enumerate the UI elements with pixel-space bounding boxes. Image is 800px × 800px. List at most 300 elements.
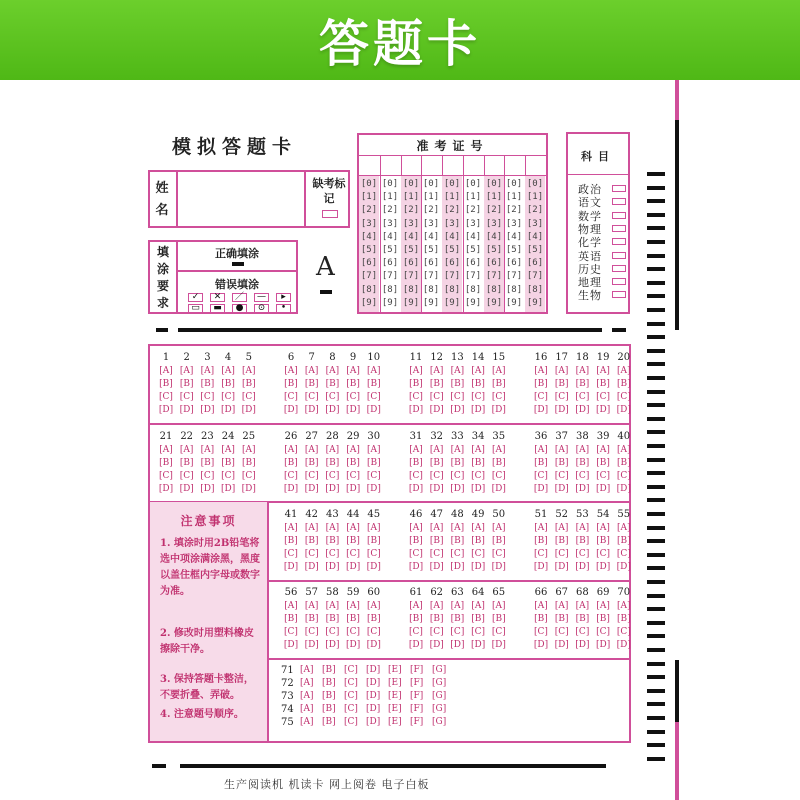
ticket-digit-bubble: [1] bbox=[464, 192, 482, 203]
option-bubble: [A] bbox=[284, 445, 298, 455]
question-number: 1 bbox=[162, 352, 170, 363]
timing-mark bbox=[647, 675, 665, 679]
option-bubble: [A] bbox=[300, 704, 314, 714]
timing-mark bbox=[647, 634, 665, 638]
ticket-digit-bubble: [6] bbox=[505, 258, 523, 269]
question-number: 23 bbox=[201, 431, 214, 442]
option-bubble: [E] bbox=[388, 678, 402, 688]
subject-title: 科目 bbox=[581, 150, 615, 163]
option-bubble: [C] bbox=[409, 392, 423, 402]
question-number: 5 bbox=[245, 352, 252, 363]
timing-mark bbox=[647, 308, 665, 312]
option-bubble: [D] bbox=[283, 484, 299, 494]
ticket-digit-bubble: [9] bbox=[505, 297, 523, 308]
ticket-digit-bubble: [3] bbox=[505, 218, 523, 229]
question-number: 4 bbox=[224, 352, 232, 363]
option-bubble: [C] bbox=[596, 627, 611, 637]
option-bubble: [B] bbox=[534, 379, 548, 389]
option-bubble: [C] bbox=[554, 471, 569, 481]
divider bbox=[568, 174, 628, 175]
option-bubble: [A] bbox=[159, 366, 173, 376]
option-bubble: [C] bbox=[366, 549, 381, 559]
option-bubble: [A] bbox=[492, 366, 506, 376]
notes-panel bbox=[150, 502, 267, 741]
option-bubble: [D] bbox=[616, 562, 631, 572]
option-bubble: [B] bbox=[304, 458, 319, 468]
option-bubble: [C] bbox=[596, 471, 611, 481]
option-bubble: [B] bbox=[575, 536, 590, 546]
option-bubble: [A] bbox=[242, 445, 256, 455]
option-bubble: [D] bbox=[450, 562, 465, 572]
option-bubble: [C] bbox=[554, 627, 569, 637]
question-number: 37 bbox=[555, 431, 569, 442]
wrong-fill-example: ▸ bbox=[276, 293, 291, 302]
option-bubble: [B] bbox=[304, 536, 319, 546]
option-bubble: [C] bbox=[284, 471, 298, 481]
option-bubble: [B] bbox=[596, 458, 610, 468]
option-bubble: [C] bbox=[325, 627, 340, 637]
option-bubble: [D] bbox=[304, 484, 319, 494]
option-bubble: [A] bbox=[346, 445, 360, 455]
timing-mark bbox=[647, 281, 665, 285]
option-bubble: [D] bbox=[575, 484, 590, 494]
option-bubble: [A] bbox=[471, 445, 485, 455]
option-bubble: [D] bbox=[366, 717, 381, 727]
option-bubble: [D] bbox=[616, 405, 631, 415]
ticket-digit-bubble: [8] bbox=[485, 284, 503, 295]
timing-mark bbox=[647, 444, 665, 448]
ticket-digit-bubble: [1] bbox=[485, 192, 503, 203]
ticket-title: 准考证号 bbox=[416, 139, 489, 153]
ticket-digit-bubble: [9] bbox=[360, 297, 378, 308]
option-bubble: [D] bbox=[491, 405, 506, 415]
option-bubble: [D] bbox=[345, 405, 361, 415]
notes-title: 注意事项 bbox=[180, 514, 237, 528]
timing-mark bbox=[647, 498, 665, 502]
option-bubble: [D] bbox=[575, 405, 590, 415]
option-bubble: [A] bbox=[554, 523, 569, 533]
ticket-digit-bubble: [8] bbox=[443, 284, 461, 295]
timing-mark bbox=[647, 662, 665, 666]
option-bubble: [B] bbox=[159, 379, 173, 389]
question-number: 31 bbox=[409, 431, 423, 442]
option-bubble: [D] bbox=[366, 691, 381, 701]
option-bubble: [B] bbox=[241, 458, 256, 468]
ticket-digit-bubble: [9] bbox=[485, 297, 503, 308]
question-number: 8 bbox=[329, 352, 336, 363]
question-number: 54 bbox=[596, 509, 610, 520]
question-number: 75 bbox=[281, 717, 294, 728]
wrong-fill-example: ✕ bbox=[210, 293, 225, 302]
option-bubble: [D] bbox=[408, 640, 424, 650]
question-number: 64 bbox=[471, 587, 485, 598]
ticket-digit-bubble: [1] bbox=[443, 192, 461, 203]
option-bubble: [C] bbox=[200, 392, 215, 402]
ticket-digit-bubble: [9] bbox=[402, 297, 420, 308]
question-number: 74 bbox=[281, 704, 294, 715]
option-bubble: [A] bbox=[325, 366, 340, 376]
question-number: 14 bbox=[471, 352, 485, 363]
option-bubble: [B] bbox=[221, 379, 235, 389]
option-bubble: [B] bbox=[200, 379, 215, 389]
ticket-digit-bubble: [2] bbox=[422, 205, 440, 216]
option-bubble: [B] bbox=[491, 379, 506, 389]
question-number: 45 bbox=[367, 509, 381, 520]
question-number: 15 bbox=[492, 352, 506, 363]
option-bubble: [C] bbox=[366, 471, 381, 481]
note-item: 4. 注意题号顺序。 bbox=[160, 709, 244, 720]
question-number: 60 bbox=[367, 587, 381, 598]
option-bubble: [A] bbox=[284, 366, 298, 376]
option-bubble: [C] bbox=[575, 392, 590, 402]
option-bubble: [C] bbox=[554, 392, 569, 402]
option-bubble: [B] bbox=[159, 458, 173, 468]
option-bubble: [A] bbox=[450, 601, 465, 611]
divider bbox=[304, 172, 306, 226]
option-bubble: [A] bbox=[575, 601, 590, 611]
question-number: 11 bbox=[409, 352, 423, 363]
answer-sheet bbox=[0, 80, 800, 800]
ticket-digit-bubble: [3] bbox=[485, 218, 503, 229]
ticket-digit-bubble: [6] bbox=[464, 258, 482, 269]
option-bubble: [A] bbox=[554, 445, 569, 455]
timing-mark bbox=[647, 362, 665, 366]
option-bubble: [D] bbox=[491, 640, 506, 650]
option-bubble: [D] bbox=[554, 484, 569, 494]
timing-mark bbox=[152, 764, 166, 768]
option-bubble: [F] bbox=[410, 678, 424, 688]
option-bubble: [D] bbox=[408, 562, 424, 572]
wrong-fill-label: 错误填涂 bbox=[215, 278, 259, 291]
option-bubble: [D] bbox=[533, 405, 549, 415]
divider bbox=[150, 423, 629, 425]
option-bubble: [A] bbox=[492, 523, 506, 533]
option-bubble: [C] bbox=[304, 471, 319, 481]
option-bubble: [B] bbox=[346, 614, 360, 624]
question-number: 32 bbox=[430, 431, 444, 442]
question-number: 46 bbox=[409, 509, 423, 520]
question-number: 66 bbox=[534, 587, 548, 598]
option-bubble: [D] bbox=[200, 405, 215, 415]
option-bubble: [A] bbox=[554, 366, 569, 376]
option-bubble: [G] bbox=[432, 717, 447, 727]
ticket-digit-bubble: [7] bbox=[443, 271, 461, 282]
option-bubble: [A] bbox=[367, 523, 381, 533]
option-bubble: [D] bbox=[366, 562, 381, 572]
option-bubble: [C] bbox=[409, 549, 423, 559]
option-bubble: [B] bbox=[450, 379, 465, 389]
divider bbox=[267, 580, 629, 582]
correct-fill-label: 正确填涂 bbox=[215, 247, 259, 260]
option-bubble: [D] bbox=[345, 562, 361, 572]
option-bubble: [B] bbox=[325, 536, 340, 546]
subject-box bbox=[566, 132, 630, 314]
question-number: 59 bbox=[346, 587, 360, 598]
option-bubble: [A] bbox=[284, 523, 298, 533]
option-bubble: [B] bbox=[304, 379, 319, 389]
ticket-digit-bubble: [1] bbox=[422, 192, 440, 203]
subject-mark-box bbox=[612, 252, 626, 259]
option-bubble: [B] bbox=[409, 614, 423, 624]
subject-label: 数学 bbox=[578, 209, 602, 223]
wrong-fill-example: ／ bbox=[232, 293, 247, 302]
edge-mark bbox=[675, 80, 679, 120]
option-bubble: [B] bbox=[471, 536, 485, 546]
subject-label: 语文 bbox=[578, 196, 602, 210]
ticket-digit-bubble: [7] bbox=[422, 271, 440, 282]
question-number: 27 bbox=[305, 431, 319, 442]
question-number: 29 bbox=[346, 431, 360, 442]
question-number: 50 bbox=[492, 509, 506, 520]
option-bubble: [D] bbox=[470, 405, 486, 415]
question-number: 52 bbox=[555, 509, 569, 520]
option-bubble: [C] bbox=[429, 392, 444, 402]
header-rule bbox=[178, 328, 602, 332]
option-bubble: [A] bbox=[575, 445, 590, 455]
ticket-number-box bbox=[357, 133, 548, 314]
option-bubble: [B] bbox=[322, 665, 336, 675]
option-bubble: [C] bbox=[200, 471, 215, 481]
timing-mark bbox=[647, 702, 665, 706]
option-bubble: [B] bbox=[596, 614, 610, 624]
option-bubble: [D] bbox=[595, 562, 611, 572]
option-bubble: [A] bbox=[300, 717, 314, 727]
option-bubble: [C] bbox=[554, 549, 569, 559]
ticket-digit-bubble: [4] bbox=[381, 231, 399, 242]
ticket-digit-bubble: [0] bbox=[526, 179, 544, 189]
subject-label: 历史 bbox=[578, 262, 602, 276]
ticket-digit-bubble: [0] bbox=[443, 179, 461, 189]
ticket-digit-bubble: [7] bbox=[402, 271, 420, 282]
ticket-digit-bubble: [5] bbox=[505, 245, 523, 255]
timing-mark bbox=[647, 648, 665, 652]
timing-mark bbox=[647, 716, 665, 720]
question-number: 34 bbox=[471, 431, 485, 442]
option-bubble: [A] bbox=[367, 601, 381, 611]
ticket-digit-bubble: [2] bbox=[402, 205, 420, 216]
question-number: 55 bbox=[617, 509, 631, 520]
ticket-digit-bubble: [4] bbox=[443, 231, 461, 242]
ticket-digit-bubble: [1] bbox=[505, 192, 523, 203]
subject-label: 英语 bbox=[578, 249, 602, 263]
ticket-digit-bubble: [0] bbox=[381, 179, 399, 189]
timing-mark bbox=[647, 322, 665, 326]
option-bubble: [A] bbox=[596, 366, 610, 376]
option-bubble: [A] bbox=[429, 523, 444, 533]
option-bubble: [B] bbox=[491, 614, 506, 624]
ticket-digit-bubble: [4] bbox=[485, 231, 503, 242]
option-bubble: [B] bbox=[491, 458, 506, 468]
question-number: 7 bbox=[308, 352, 315, 363]
timing-mark bbox=[647, 689, 665, 693]
option-bubble: [B] bbox=[284, 458, 298, 468]
question-number: 16 bbox=[534, 352, 548, 363]
question-number: 68 bbox=[576, 587, 589, 598]
option-bubble: [D] bbox=[450, 484, 465, 494]
ticket-digit-bubble: [5] bbox=[443, 245, 461, 255]
option-bubble: [A] bbox=[409, 523, 423, 533]
option-bubble: [A] bbox=[325, 523, 340, 533]
ticket-digit-bubble: [9] bbox=[381, 297, 399, 308]
ticket-digit-bubble: [5] bbox=[464, 245, 482, 255]
option-bubble: [C] bbox=[346, 627, 361, 637]
option-bubble: [A] bbox=[617, 523, 631, 533]
question-number: 67 bbox=[555, 587, 569, 598]
subject-label: 生物 bbox=[578, 289, 602, 303]
option-bubble: [D] bbox=[491, 484, 506, 494]
option-bubble: [A] bbox=[575, 523, 590, 533]
subject-label: 地理 bbox=[578, 276, 602, 290]
option-bubble: [C] bbox=[409, 627, 423, 637]
option-bubble: [C] bbox=[159, 471, 173, 481]
ticket-digit-bubble: [5] bbox=[381, 245, 399, 255]
option-bubble: [B] bbox=[366, 614, 381, 624]
subject-mark-box bbox=[612, 291, 626, 298]
ticket-digit-bubble: [3] bbox=[402, 218, 420, 229]
question-number: 72 bbox=[281, 678, 294, 689]
question-number: 53 bbox=[576, 509, 589, 520]
ticket-digit-bubble: [1] bbox=[402, 192, 420, 203]
ticket-digit-bubble: [0] bbox=[422, 179, 440, 189]
ticket-digit-bubble: [2] bbox=[505, 205, 523, 216]
ticket-digit-bubble: [6] bbox=[526, 258, 544, 269]
option-bubble: [D] bbox=[283, 405, 299, 415]
option-bubble: [B] bbox=[284, 614, 298, 624]
option-bubble: [C] bbox=[304, 549, 319, 559]
ticket-digit-bubble: [9] bbox=[422, 297, 440, 308]
option-bubble: [C] bbox=[616, 549, 631, 559]
question-number: 47 bbox=[430, 509, 444, 520]
option-bubble: [B] bbox=[409, 458, 423, 468]
option-bubble: [C] bbox=[534, 392, 548, 402]
option-bubble: [C] bbox=[409, 471, 423, 481]
option-bubble: [C] bbox=[450, 549, 465, 559]
option-bubble: [B] bbox=[325, 614, 340, 624]
option-bubble: [A] bbox=[450, 366, 465, 376]
question-number: 26 bbox=[284, 431, 298, 442]
option-bubble: [G] bbox=[432, 665, 447, 675]
correct-fill-example bbox=[232, 262, 244, 266]
ticket-digit-bubble: [3] bbox=[360, 218, 378, 229]
option-bubble: [A] bbox=[304, 523, 319, 533]
version-mark bbox=[320, 290, 332, 294]
timing-mark bbox=[647, 376, 665, 380]
option-bubble: [B] bbox=[284, 536, 298, 546]
option-bubble: [D] bbox=[325, 405, 340, 415]
option-bubble: [D] bbox=[241, 484, 256, 494]
subject-mark-box bbox=[612, 212, 626, 219]
question-number: 17 bbox=[555, 352, 569, 363]
name-box bbox=[148, 170, 350, 228]
question-number: 19 bbox=[596, 352, 610, 363]
ticket-digit-bubble: [3] bbox=[381, 218, 399, 229]
option-bubble: [D] bbox=[575, 640, 590, 650]
question-number: 41 bbox=[284, 509, 298, 520]
option-bubble: [B] bbox=[241, 379, 256, 389]
ticket-digit-bubble: [3] bbox=[443, 218, 461, 229]
option-bubble: [C] bbox=[429, 549, 444, 559]
option-bubble: [C] bbox=[241, 471, 256, 481]
ticket-digit-bubble: [8] bbox=[505, 284, 523, 295]
timing-mark bbox=[647, 566, 665, 570]
banner-title: 答题卡 bbox=[319, 15, 481, 73]
option-bubble: [A] bbox=[346, 601, 360, 611]
option-bubble: [D] bbox=[325, 484, 340, 494]
wrong-fill-example: ▭ bbox=[188, 304, 203, 313]
option-bubble: [A] bbox=[450, 445, 465, 455]
option-bubble: [F] bbox=[410, 665, 424, 675]
question-number: 25 bbox=[242, 431, 256, 442]
option-bubble: [D] bbox=[429, 640, 444, 650]
question-number: 6 bbox=[287, 352, 295, 363]
ticket-digit-bubble: [7] bbox=[505, 271, 523, 282]
question-number: 18 bbox=[576, 352, 589, 363]
option-bubble: [B] bbox=[616, 379, 631, 389]
option-bubble: [C] bbox=[450, 471, 465, 481]
option-bubble: [C] bbox=[344, 717, 358, 727]
question-number: 36 bbox=[534, 431, 548, 442]
option-bubble: [B] bbox=[471, 614, 485, 624]
subject-mark-box bbox=[612, 278, 626, 285]
ticket-digit-bubble: [2] bbox=[360, 205, 378, 216]
option-bubble: [C] bbox=[491, 471, 506, 481]
option-bubble: [C] bbox=[304, 627, 319, 637]
option-bubble: [B] bbox=[596, 536, 610, 546]
timing-mark bbox=[647, 607, 665, 611]
option-bubble: [D] bbox=[304, 405, 319, 415]
question-number: 63 bbox=[451, 587, 464, 598]
question-number: 35 bbox=[492, 431, 506, 442]
option-bubble: [D] bbox=[450, 405, 465, 415]
ticket-digit-bubble: [6] bbox=[402, 258, 420, 269]
option-bubble: [B] bbox=[534, 458, 548, 468]
timing-mark bbox=[647, 254, 665, 258]
option-bubble: [G] bbox=[432, 678, 447, 688]
option-bubble: [D] bbox=[304, 640, 319, 650]
option-bubble: [C] bbox=[534, 471, 548, 481]
answer-area bbox=[148, 344, 631, 743]
wrong-fill-example: — bbox=[254, 293, 269, 302]
timing-mark bbox=[647, 485, 665, 489]
question-number: 56 bbox=[284, 587, 298, 598]
ticket-digit-bubble: [2] bbox=[526, 205, 544, 216]
ticket-digit-bubble: [3] bbox=[526, 218, 544, 229]
ticket-digit-bubble: [4] bbox=[464, 231, 482, 242]
timing-mark bbox=[647, 199, 665, 203]
option-bubble: [D] bbox=[429, 405, 444, 415]
question-number: 22 bbox=[180, 431, 194, 442]
option-bubble: [D] bbox=[470, 640, 486, 650]
subject-label: 化学 bbox=[578, 236, 602, 250]
option-bubble: [C] bbox=[346, 549, 361, 559]
option-bubble: [D] bbox=[179, 405, 194, 415]
timing-mark bbox=[647, 349, 665, 353]
option-bubble: [B] bbox=[616, 458, 631, 468]
ticket-digit-bubble: [3] bbox=[422, 218, 440, 229]
ticket-digit-bubble: [2] bbox=[443, 205, 461, 216]
option-bubble: [D] bbox=[366, 640, 381, 650]
question-number: 49 bbox=[471, 509, 485, 520]
option-bubble: [D] bbox=[429, 484, 444, 494]
question-number: 24 bbox=[221, 431, 235, 442]
option-bubble: [A] bbox=[346, 366, 360, 376]
ticket-digit-bubble: [0] bbox=[485, 179, 503, 189]
option-bubble: [C] bbox=[429, 627, 444, 637]
question-number: 12 bbox=[430, 352, 444, 363]
option-bubble: [A] bbox=[300, 691, 314, 701]
divider bbox=[267, 501, 269, 741]
timing-mark bbox=[647, 594, 665, 598]
